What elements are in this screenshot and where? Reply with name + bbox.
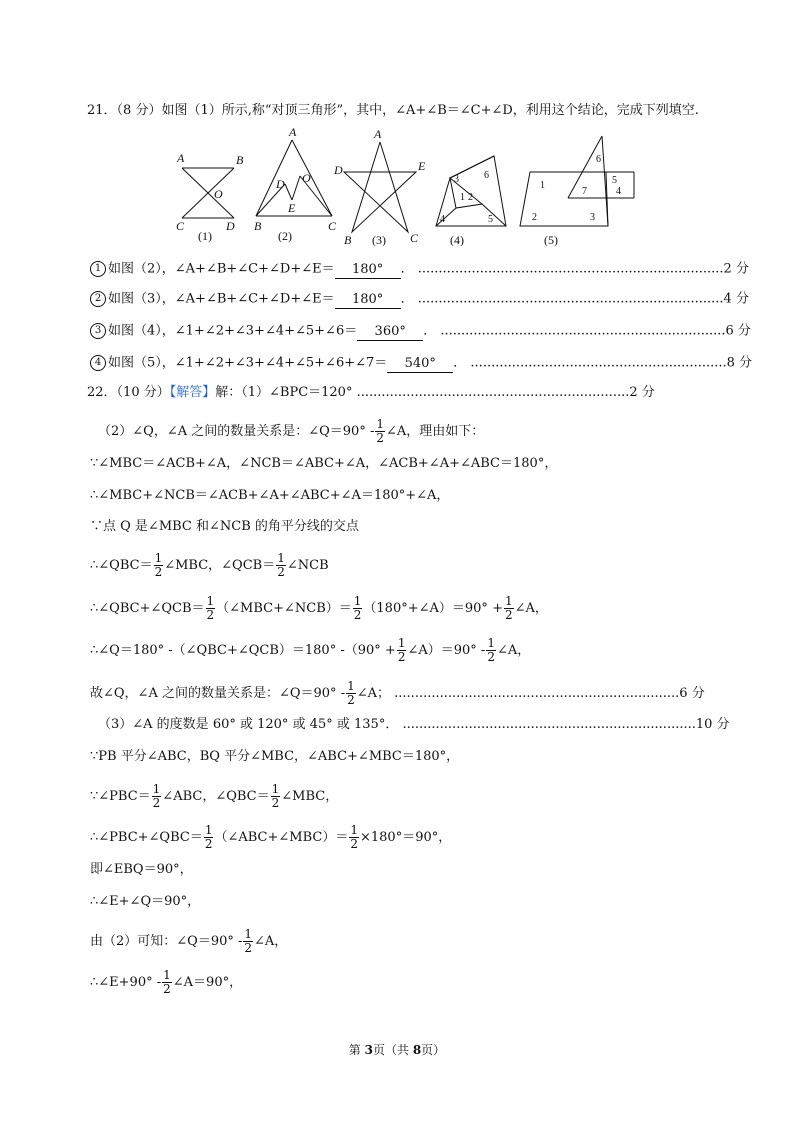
score: 8 分 [726, 355, 753, 371]
text: ∴∠QBC+∠QCB＝ [90, 601, 205, 616]
fraction-half: $\frac{1}{2}$ [397, 636, 406, 664]
q22-line-14 [90, 928, 287, 955]
fig3-label-e: E [418, 159, 426, 173]
figure-2 [254, 128, 337, 243]
fig3-caption: (3) [372, 233, 386, 246]
fig5-n4: 4 [616, 186, 621, 197]
score: 6 分 [679, 686, 705, 701]
fig5-n5: 5 [612, 175, 617, 186]
q22-line-13: ∴∠E+∠Q＝90°， [90, 894, 201, 909]
text: ∠A， [496, 643, 531, 658]
q22-line-2: ∴∠MBC+∠NCB＝∠ACB+∠A+∠ABC+∠A＝180°+∠A， [90, 488, 450, 503]
text: ∴∠QBC＝ [90, 558, 153, 573]
q21-item-2: 2 如图（3），∠A+∠B+∠C+∠D+∠E＝ 180° ． ..........................................................................4 分 [90, 291, 749, 309]
text: （3）∠A 的度数是 60° 或 120° 或 45° 或 135°． [98, 717, 399, 732]
fig1-label-d: D [226, 219, 235, 233]
fig2-label-b: B [254, 219, 262, 233]
fig1-label-b: B [236, 153, 244, 167]
text: ∠A，理由如下： [386, 424, 485, 439]
figure-4 [436, 156, 506, 246]
fig3-label-d: D [334, 163, 343, 177]
q21-figures [172, 128, 642, 246]
text: 由（2）可知：∠Q＝90° - [90, 934, 243, 949]
leader-dots: .......................................................................... [417, 291, 724, 307]
score: 2 分 [723, 261, 749, 277]
q22-heading [87, 385, 655, 401]
text: ∠A， [514, 601, 548, 616]
fig4-n4: 4 [440, 214, 445, 225]
fig5-n7: 7 [582, 186, 587, 197]
page-number: 3 [364, 1043, 373, 1057]
fig4-n5: 5 [488, 214, 493, 225]
q22-line-1: ∵∠MBC＝∠ACB+∠A，∠NCB＝∠ABC+∠A，∠ACB+∠A+∠ABC＝180°， [90, 456, 558, 471]
answer-blank: 540° [387, 356, 453, 373]
figure-3 [333, 128, 426, 246]
fraction-half: $\frac{1}{2}$ [163, 968, 171, 996]
fraction-half: $\frac{1}{2}$ [350, 823, 358, 851]
text: 页（共 [372, 1043, 413, 1057]
q21-item-4: 4 如图（5），∠1+∠2+∠3+∠4+∠5+∠6+∠7＝ 540° ． ..............................................................8 分 [90, 355, 752, 373]
fig1-label-c: C [176, 219, 185, 233]
fraction-half: $\frac{1}{2}$ [353, 594, 362, 622]
q22-line-11 [90, 824, 451, 851]
page-footer [0, 1041, 794, 1058]
q22-line-7 [90, 680, 705, 707]
item-text: 如图（5），∠1+∠2+∠3+∠4+∠5+∠6+∠7＝ [108, 355, 388, 371]
text: ∠A＝90°， [172, 975, 243, 990]
answer-blank: 360° [357, 324, 423, 341]
q22-line-10 [90, 783, 338, 810]
item-text: 如图（4），∠1+∠2+∠3+∠4+∠5+∠6＝ [108, 323, 358, 339]
text: ∠MBC， [281, 789, 339, 804]
fraction-half: $\frac{1}{2}$ [204, 823, 213, 851]
fig5-n2: 2 [532, 212, 537, 223]
fraction-half: $\frac{1}{2}$ [206, 594, 215, 622]
fig4-n1: 1 [460, 192, 465, 203]
score: 4 分 [723, 291, 749, 307]
text: ∴∠PBC+∠QBC＝ [90, 830, 203, 845]
text: ∠A， [254, 934, 288, 949]
text: ∠A； [356, 686, 391, 701]
fig5-n1: 1 [540, 180, 545, 191]
q22-line-8 [98, 717, 730, 733]
text: 故∠Q，∠A 之间的数量关系是：∠Q＝90° - [90, 686, 346, 701]
q22-line-9: ∵PB 平分∠ABC，BQ 平分∠MBC，∠ABC+∠MBC＝180°， [90, 749, 460, 764]
leader-dots: ..................................................................... [440, 323, 726, 339]
text: 第 [348, 1043, 365, 1057]
leader-dots: .......................................................................... [417, 261, 724, 277]
leader-dots: ..................................................................... [394, 686, 680, 701]
text: ∠ABC，∠QBC＝ [162, 789, 270, 804]
fig1-label-a: A [177, 151, 185, 165]
q22-line-15 [90, 969, 242, 996]
fraction-half: $\frac{1}{2}$ [504, 594, 513, 622]
text: （∠MBC+∠NCB）＝ [216, 601, 352, 616]
item-text: 如图（2），∠A+∠B+∠C+∠D+∠E＝ [108, 261, 335, 277]
q22-number: 22．（10 分） [87, 385, 170, 400]
q21-heading: 21．（8 分）如图（1）所示,称“对顶三角形”，其中，∠A+∠B＝∠C+∠D，利用这个结论，完成下列填空. [87, 103, 699, 118]
fig3-label-c: C [410, 231, 419, 245]
fig2-label-o: O [302, 171, 311, 185]
fig2-caption: (2) [278, 229, 292, 243]
fraction-half: $\frac{1}{2}$ [154, 551, 163, 579]
score: 10 分 [695, 717, 730, 732]
fig2-label-c: C [328, 219, 337, 233]
fraction-half: $\frac{1}{2}$ [277, 551, 285, 579]
q22-line-12: 即∠EBQ＝90°， [90, 862, 193, 877]
leader-dots: .................................................................. [356, 385, 630, 400]
leader-dots: ....................................................................... [402, 717, 696, 732]
leader-dots: .............................................................. [470, 355, 727, 371]
q22-part1: 解：（1）∠BPC＝120° [215, 385, 353, 400]
text: ∵∠PBC＝ [90, 789, 151, 804]
fig2-label-d: D [276, 177, 285, 191]
circled-number: 3 [90, 323, 106, 339]
fig4-n6: 6 [484, 170, 489, 181]
text: 页） [421, 1043, 446, 1057]
fig1-label-o: O [214, 187, 223, 201]
fig4-caption: (4) [450, 233, 464, 246]
text: （180°+∠A）＝90° + [363, 601, 503, 616]
fig5-caption: (5) [544, 233, 558, 246]
item-text: 如图（3），∠A+∠B+∠C+∠D+∠E＝ [108, 291, 335, 307]
fig3-label-a: A [374, 128, 382, 141]
fig5-n6: 6 [596, 154, 601, 165]
text: ∠NCB [286, 558, 329, 573]
text: ×180°＝90°， [360, 830, 452, 845]
fig3-label-b: B [344, 233, 352, 246]
fig2-label-e: E [288, 201, 296, 215]
fraction-half: $\frac{1}{2}$ [152, 782, 161, 810]
answer-blank: 180° [335, 292, 401, 309]
q22-line-4 [90, 552, 329, 579]
score: 2 分 [629, 385, 655, 400]
fig4-n2: 2 [468, 192, 473, 203]
page-total: 8 [412, 1043, 422, 1057]
fraction-half: $\frac{1}{2}$ [244, 927, 253, 955]
circled-number: 2 [90, 291, 106, 307]
text: （∠ABC+∠MBC）＝ [214, 830, 349, 845]
fraction-half: $\frac{1}{2}$ [376, 417, 384, 445]
fig4-n3: 3 [454, 174, 459, 185]
fraction-half: $\frac{1}{2}$ [487, 636, 495, 664]
text: ∴∠Q＝180° -（∠QBC+∠QCB）＝180° -（90° + [90, 643, 396, 658]
q22-line-6 [90, 637, 530, 664]
fig1-caption: (1) [198, 229, 212, 243]
fig2-label-a: A [289, 128, 297, 139]
fraction-half: $\frac{1}{2}$ [347, 679, 355, 707]
q21-item-1: 1 如图（2），∠A+∠B+∠C+∠D+∠E＝ 180° ． ..........................................................................2 分 [90, 261, 749, 279]
score: 6 分 [725, 323, 751, 339]
circled-number: 1 [90, 261, 106, 277]
figure-5 [520, 136, 634, 246]
q22-part2-title [98, 418, 484, 445]
figure-1 [176, 151, 244, 243]
q21-item-3: 3 如图（4），∠1+∠2+∠3+∠4+∠5+∠6＝ 360° ． .....................................................................6 分 [90, 323, 751, 341]
fig5-n3: 3 [590, 212, 595, 223]
text: ∴∠E+90° - [90, 975, 162, 990]
q22-line-3: ∵点 Q 是∠MBC 和∠NCB 的角平分线的交点 [90, 519, 359, 534]
q22-line-5 [90, 595, 548, 622]
circled-number: 4 [90, 355, 106, 371]
text: ∠MBC，∠QCB＝ [164, 558, 276, 573]
answer-tag: 【解答】 [169, 385, 216, 400]
answer-blank: 180° [335, 262, 401, 279]
fraction-half: $\frac{1}{2}$ [271, 782, 280, 810]
text: （2）∠Q，∠A 之间的数量关系是：∠Q＝90° - [98, 424, 375, 439]
text: ∠A）＝90° - [407, 643, 486, 658]
